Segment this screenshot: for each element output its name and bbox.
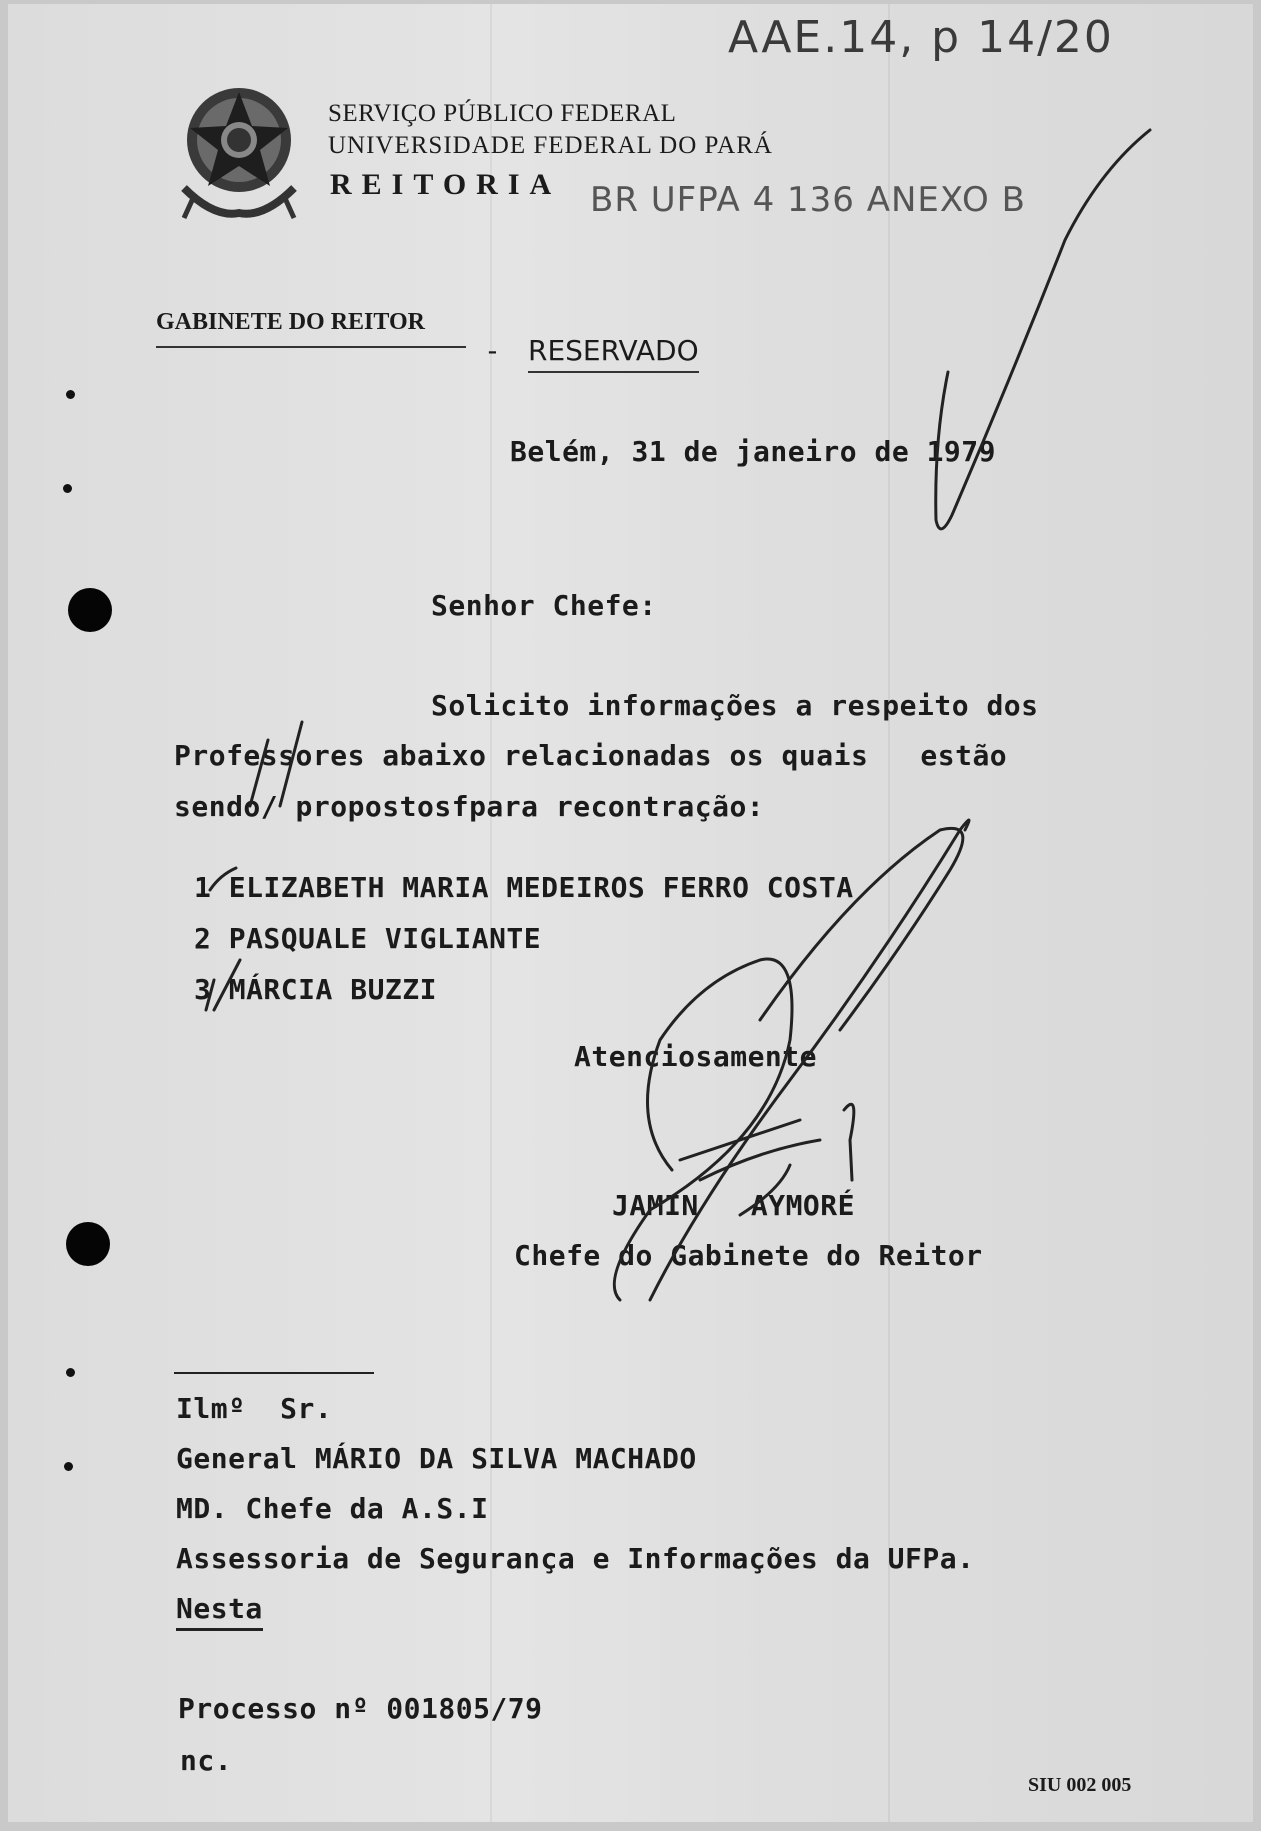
body-line-3: sendo/ propostosfpara recontração:: [174, 790, 765, 823]
scan-speck: [66, 1368, 75, 1377]
classification-dash: -: [484, 334, 501, 367]
office-name: GABINETE DO REITOR: [156, 309, 425, 335]
list-item: 3 MÁRCIA BUZZI: [194, 973, 438, 1006]
letterhead-line-3: REITORIA: [330, 168, 562, 201]
closing: Atenciosamente: [574, 1040, 818, 1073]
archive-code: BR UFPA 4 136 ANEXO B: [590, 180, 1026, 220]
list-item: 2 PASQUALE VIGLIANTE: [194, 922, 542, 955]
brasao-icon: [174, 78, 304, 228]
addressee-line: Nesta: [176, 1592, 263, 1631]
letterhead-line-2: UNIVERSIDADE FEDERAL DO PARÁ: [328, 132, 773, 159]
scan-speck: [63, 484, 72, 493]
addressee-line: MD. Chefe da A.S.I: [176, 1492, 489, 1525]
addressee-line: Ilmº Sr.: [176, 1392, 333, 1425]
punch-hole: [66, 1222, 110, 1266]
process-number: Processo nº 001805/79: [178, 1692, 543, 1725]
punch-hole: [68, 588, 112, 632]
body-line-1: Solicito informações a respeito dos: [431, 689, 1039, 722]
letterhead-line-1: SERVIÇO PÚBLICO FEDERAL: [328, 100, 677, 127]
list-item: 1 ELIZABETH MARIA MEDEIROS FERRO COSTA: [194, 871, 854, 904]
greeting: Senhor Chefe:: [431, 589, 657, 622]
separator-line: [174, 1372, 374, 1374]
office-underline: [156, 346, 466, 348]
scan-speck: [64, 1462, 73, 1471]
addressee-line: General MÁRIO DA SILVA MACHADO: [176, 1442, 697, 1475]
scan-speck: [66, 390, 75, 399]
form-code: SIU 002 005: [1028, 1774, 1132, 1796]
classification: RESERVADO: [528, 334, 699, 373]
letter-date: Belém, 31 de janeiro de 1979: [510, 435, 997, 468]
document-page: [8, 4, 1253, 1822]
archive-reference: AAE.14, p 14/20: [728, 12, 1114, 63]
initials: nc.: [180, 1744, 233, 1777]
body-line-2: Professores abaixo relacionadas os quais estão: [174, 739, 1008, 772]
signer-name: JAMIN AYMORÉ: [612, 1189, 856, 1222]
addressee-line: Assessoria de Segurança e Informações da UFPa.: [176, 1542, 975, 1575]
signer-title: Chefe do Gabinete do Reitor: [514, 1239, 983, 1272]
